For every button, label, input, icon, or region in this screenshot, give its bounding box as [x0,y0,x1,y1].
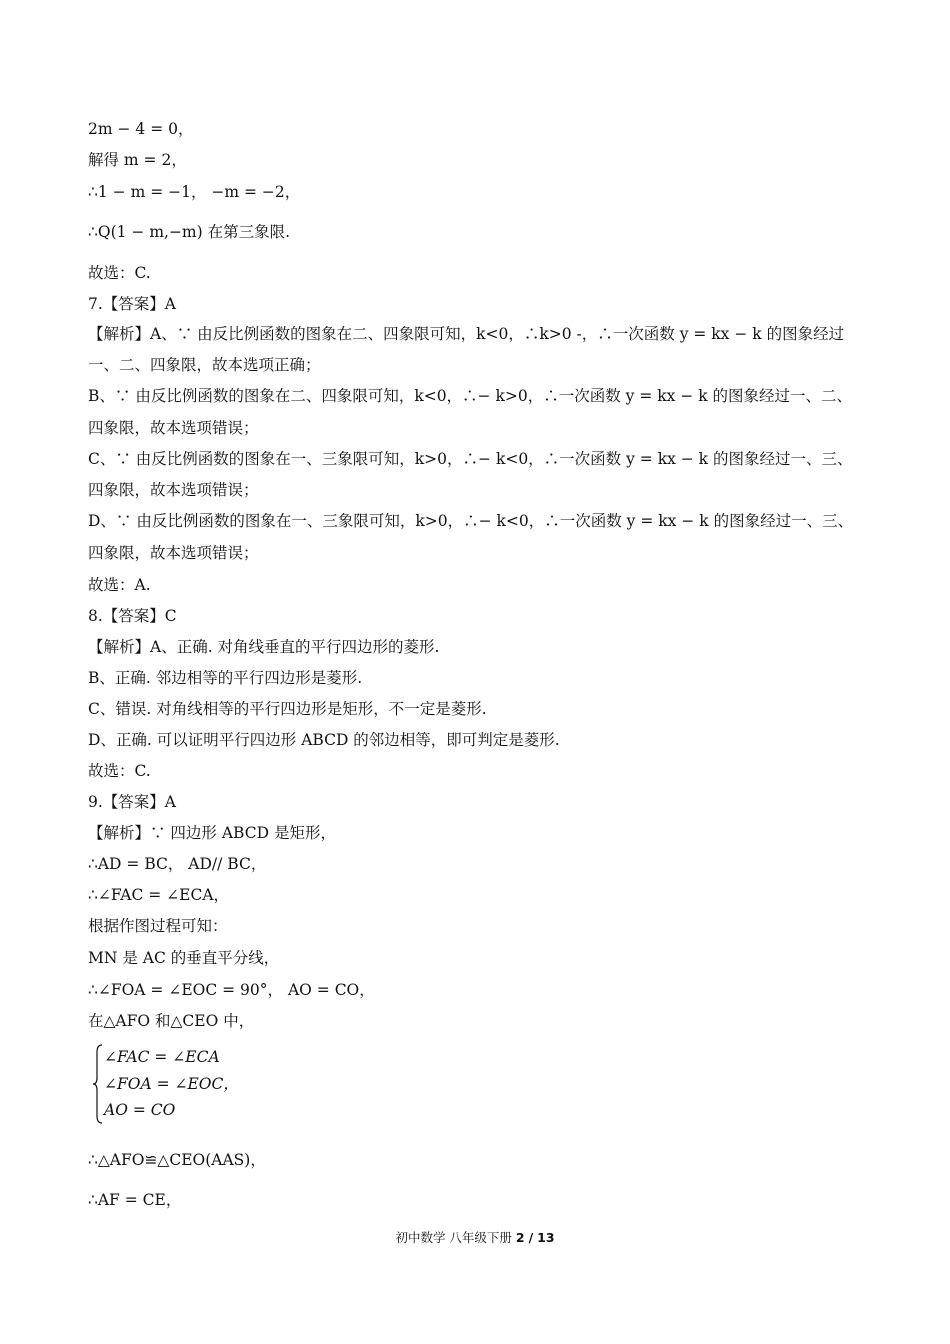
page-footer [0,1228,950,1246]
text-line: D、∵ 由反比例函数的图象在一、三象限可知，k>0，∴− k<0，∴一次函数 y = kx − k 的图象经过一、三、 [88,512,854,530]
text-line: C、∵ 由反比例函数的图象在一、三象限可知，k>0，∴− k<0，∴一次函数 y = kx − k 的图象经过一、三、 [88,450,853,468]
text-line: ∴∠FOA = ∠EOC = 90°， AO = CO， [88,981,375,999]
text-line: 故选：A. [88,576,151,594]
equation-system [92,1044,312,1124]
answer-heading: 9.【答案】A [88,793,176,811]
text-line: B、∵ 由反比例函数的图象在二、四象限可知，k<0，∴− k>0，∴一次函数 y = kx − k 的图象经过一、二、 [88,387,853,405]
text-line: 根据作图过程可知： [88,917,228,935]
text-line: B、正确. 邻边相等的平行四边形是菱形. [88,669,363,687]
text-line: 在△AFO 和△CEO 中， [88,1012,255,1030]
page-separator: / [528,1230,534,1245]
text-line: MN 是 AC 的垂直平分线， [88,949,280,967]
text-line: D、正确. 可以证明平行四边形 ABCD 的邻边相等，即可判定是菱形. [88,731,560,749]
text-line: 【解析】A、∵ 由反比例函数的图象在二、四象限可知，k<0，∴k>0 -，∴一次函数 y = kx − k 的图象经过 [88,325,845,343]
text-line: 2m − 4 = 0， [88,120,194,138]
text-line: 一、二、四象限，故本选项正确； [88,356,321,374]
page-number: 2 [515,1230,525,1245]
text-line: ∴Q(1 − m,−m) 在第三象限. [88,223,291,241]
text-line: C、错误. 对角线相等的平行四边形是矩形，不一定是菱形. [88,700,487,718]
system-row: ∠FAC = ∠ECA [104,1048,220,1066]
system-row: ∠FOA = ∠EOC， [104,1075,239,1093]
text-line: 【解析】∵ 四边形 ABCD 是矩形， [88,824,336,842]
answer-heading: 8.【答案】C [88,607,177,625]
left-brace-icon [92,1044,104,1124]
text-line: 故选：C. [88,264,151,282]
footer-label: 初中数学 八年级下册 [395,1230,512,1245]
text-line: ∴△AFO≌△CEO(AAS)， [88,1151,266,1169]
text-line: 【解析】A、正确. 对角线垂直的平行四边形的菱形. [88,638,440,656]
text-line: ∴AD = BC， AD// BC， [88,855,267,873]
page-total: 13 [537,1230,555,1245]
text-line: 四象限，故本选项错误； [88,419,259,437]
text-line: ∴1 − m = −1， −m = −2， [88,183,301,201]
system-row: AO = CO [104,1101,176,1119]
text-line: 故选：C. [88,762,151,780]
text-line: ∴∠FAC = ∠ECA， [88,886,230,904]
text-line: 四象限，故本选项错误； [88,544,259,562]
text-line: 解得 m = 2， [88,151,187,169]
text-line: 四象限，故本选项错误； [88,481,259,499]
answer-heading: 7.【答案】A [88,295,176,313]
text-line: ∴AF = CE， [88,1191,182,1209]
